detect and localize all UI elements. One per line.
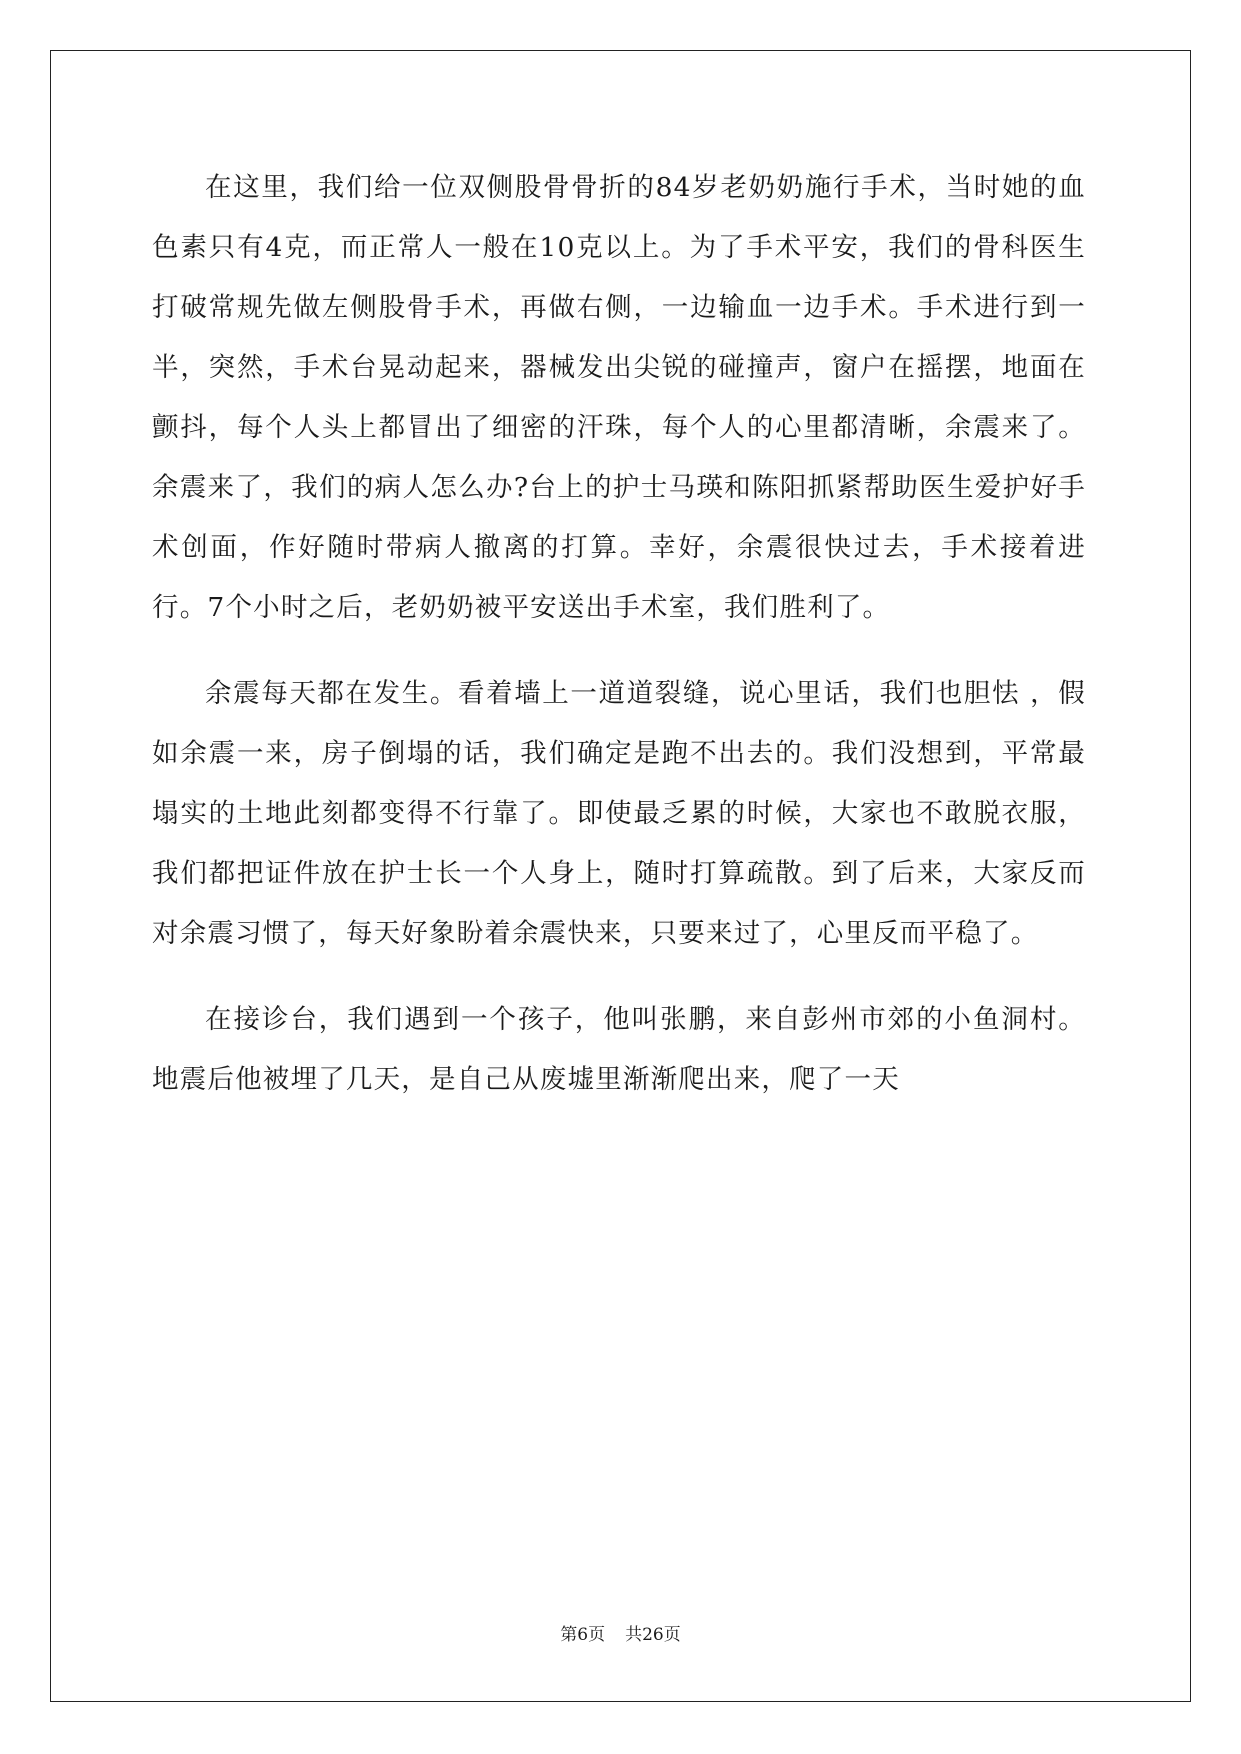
document-body — [152, 158, 1086, 1110]
page-footer — [0, 1620, 1241, 1645]
paragraph-surgery: 在这里，我们给一位双侧股骨骨折的84岁老奶奶施行手术，当时她的血色素只有4克，而正常人一般在10克以上。为了手术平安，我们的骨科医生打破常规先做左侧股骨手术，再做右侧，一边输血一边手术。手术进行到一半，突然，手术台晃动起来，器械发出尖锐的碰撞声，窗户在摇摆，地面在颤抖，每个人头上都冒出了细密的汗珠，每个人的心里都清晰，余震来了。余震来了，我们的病人怎么办?台上的护士马瑛和陈阳抓紧帮助医生爱护好手术创面，作好随时带病人撤离的打算。幸好，余震很快过去，手术接着进行。7个小时之后，老奶奶被平安送出手术室，我们胜利了。 — [152, 172, 1086, 623]
paragraph-aftershocks: 余震每天都在发生。看着墙上一道道裂缝，说心里话，我们也胆怯 ，假如余震一来，房子倒塌的话，我们确定是跑不出去的。我们没想到，平常最塌实的土地此刻都变得不行靠了。即使最乏累的时候，大家也不敢脱衣服，我们都把证件放在护士长一个人身上，随时打算疏散。到了后来，大家反而对余震习惯了，每天好象盼着余震快来，只要来过了，心里反而平稳了。 — [152, 678, 1086, 949]
page-total: 共26页 — [625, 1625, 681, 1645]
page-number: 第6页 — [560, 1625, 606, 1645]
paragraph-child: 在接诊台，我们遇到一个孩子，他叫张鹏，来自彭州市郊的小鱼洞村。地震后他被埋了几天，是自己从废墟里渐渐爬出来，爬了一天 — [152, 1004, 1086, 1095]
